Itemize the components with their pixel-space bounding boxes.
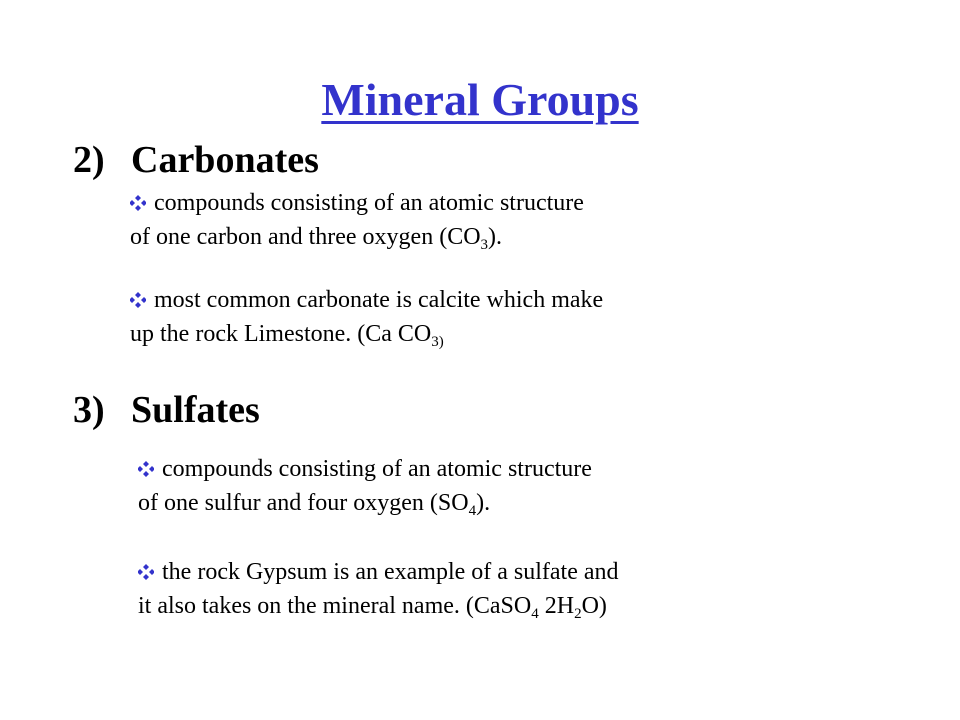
- four-diamond-bullet-icon: [130, 195, 146, 211]
- bullet-gypsum: [138, 555, 619, 623]
- four-diamond-bullet-icon: [138, 564, 154, 580]
- bullet-text-line1: the rock Gypsum is an example of a sulfate and: [162, 559, 619, 585]
- bullet-text-line2: of one carbon and three oxygen (CO: [130, 224, 481, 250]
- bullet-text-line1: most common carbonate is calcite which make: [154, 287, 604, 313]
- bullet-text-line2: up the rock Limestone. (Ca CO: [130, 321, 432, 347]
- section-number: 2): [73, 139, 105, 181]
- subscript: 3): [431, 334, 444, 350]
- bullet-text-line2: it also takes on the mineral name. (CaSO: [138, 593, 532, 619]
- bullet-text-line2-end: O): [581, 593, 607, 619]
- subscript: 2: [574, 606, 582, 622]
- bullet-text-line1: compounds consisting of an atomic structure: [162, 456, 592, 482]
- section-number: 3): [73, 389, 105, 431]
- bullet-text-line2-mid: 2H: [538, 593, 575, 619]
- section-title: Sulfates: [131, 389, 260, 431]
- slide-title-text: Mineral Groups: [321, 74, 639, 125]
- section-title: Carbonates: [131, 139, 319, 181]
- four-diamond-bullet-icon: [138, 461, 154, 477]
- section-heading-carbonates: [73, 138, 319, 182]
- section-heading-sulfates: [73, 388, 260, 432]
- bullet-sulfate-definition: [138, 452, 592, 520]
- bullet-text-line1: compounds consisting of an atomic structure: [154, 190, 584, 216]
- bullet-carbonate-definition: [130, 186, 584, 254]
- four-diamond-bullet-icon: [130, 292, 146, 308]
- bullet-text-line2-end: ).: [476, 490, 491, 516]
- bullet-text-line2: of one sulfur and four oxygen (SO: [138, 490, 469, 516]
- subscript: 3: [480, 237, 489, 253]
- bullet-text-line2-end: ).: [488, 224, 503, 250]
- subscript: 4: [468, 503, 477, 519]
- subscript: 4: [531, 606, 539, 622]
- bullet-calcite: [130, 283, 603, 351]
- slide-title: [0, 72, 960, 128]
